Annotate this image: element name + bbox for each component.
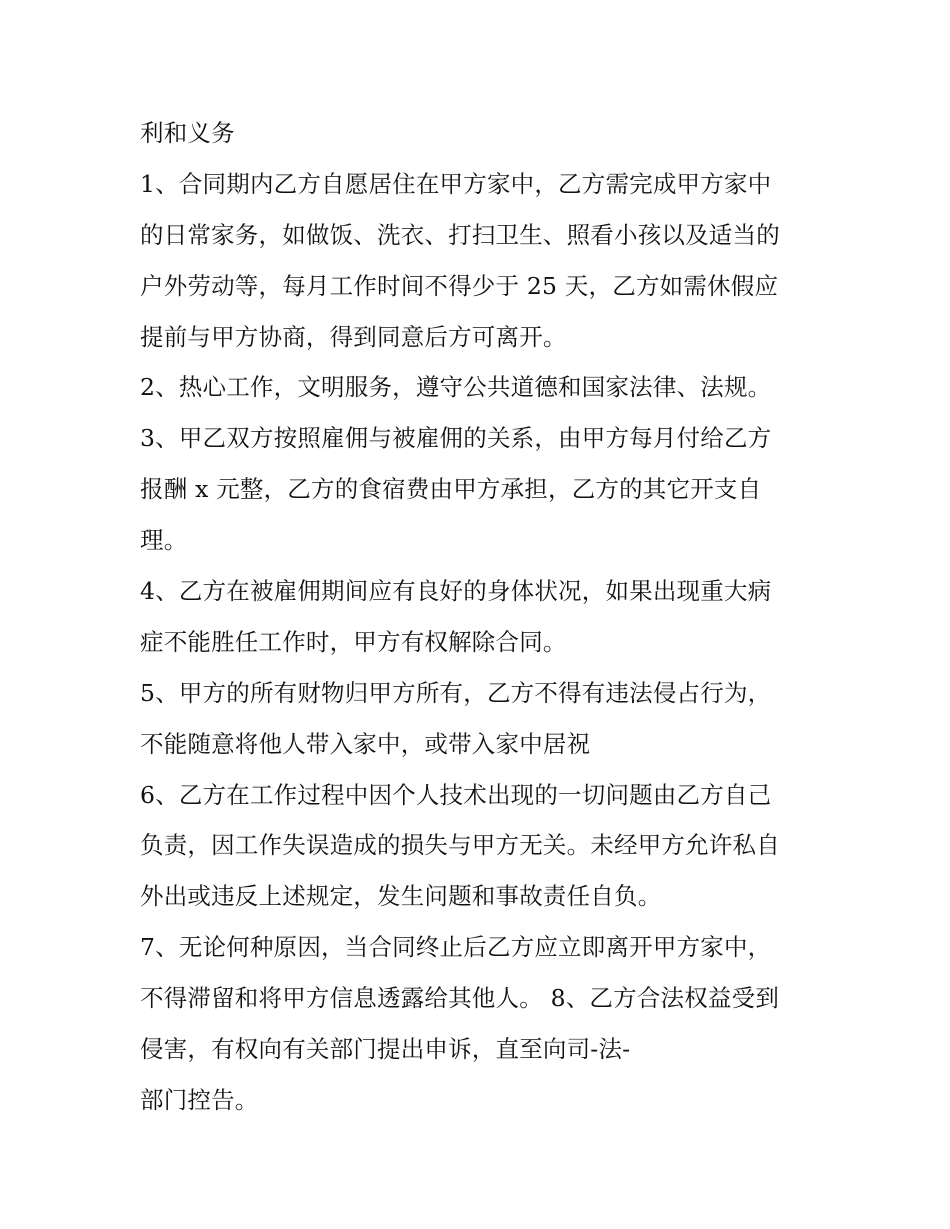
text-line: 户外劳动等，每月工作时间不得少于 25 天，乙方如需休假应 xyxy=(140,271,779,300)
text-line: 报酬 x 元整，乙方的食宿费由甲方承担，乙方的其它开支自 xyxy=(140,475,762,504)
text-line: 1、合同期内乙方自愿居住在甲方家中，乙方需完成甲方家中 xyxy=(140,169,772,198)
text-line: 2、热心工作，文明服务，遵守公共道德和国家法律、法规。 xyxy=(140,373,772,402)
text-line: 3、甲乙双方按照雇佣与被雇佣的关系，由甲方每月付给乙方 xyxy=(140,424,772,453)
text-line: 提前与甲方协商，得到同意后方可离开。 xyxy=(140,322,567,351)
document-body xyxy=(140,108,830,1126)
text-line: 外出或违反上述规定，发生问题和事故责任自负。 xyxy=(140,882,662,911)
text-line: 不能随意将他人带入家中，或带入家中居祝 xyxy=(140,729,591,758)
text-line: 7、无论何种原因，当合同终止后乙方应立即离开甲方家中， xyxy=(140,933,772,962)
text-line: 侵害，有权向有关部门提出申诉，直至向司-法- xyxy=(140,1035,631,1064)
text-line: 5、甲方的所有财物归甲方所有，乙方不得有违法侵占行为， xyxy=(140,678,772,707)
text-line: 不得滞留和将甲方信息透露给其他人。 8、乙方合法权益受到 xyxy=(140,984,780,1013)
text-line: 的日常家务，如做饭、洗衣、打扫卫生、照看小孩以及适当的 xyxy=(140,220,780,249)
text-line: 理。 xyxy=(140,526,188,555)
text-line: 利和义务 xyxy=(140,119,235,147)
text-line: 症不能胜任工作时，甲方有权解除合同。 xyxy=(140,627,567,656)
text-line: 6、乙方在工作过程中因个人技术出现的一切问题由乙方自己 xyxy=(140,780,772,809)
text-line: 部门控告。 xyxy=(140,1085,259,1114)
text-line: 负责，因工作失误造成的损失与甲方无关。未经甲方允许私自 xyxy=(140,831,780,860)
text-line: 4、乙方在被雇佣期间应有良好的身体状况，如果出现重大病 xyxy=(140,577,772,606)
